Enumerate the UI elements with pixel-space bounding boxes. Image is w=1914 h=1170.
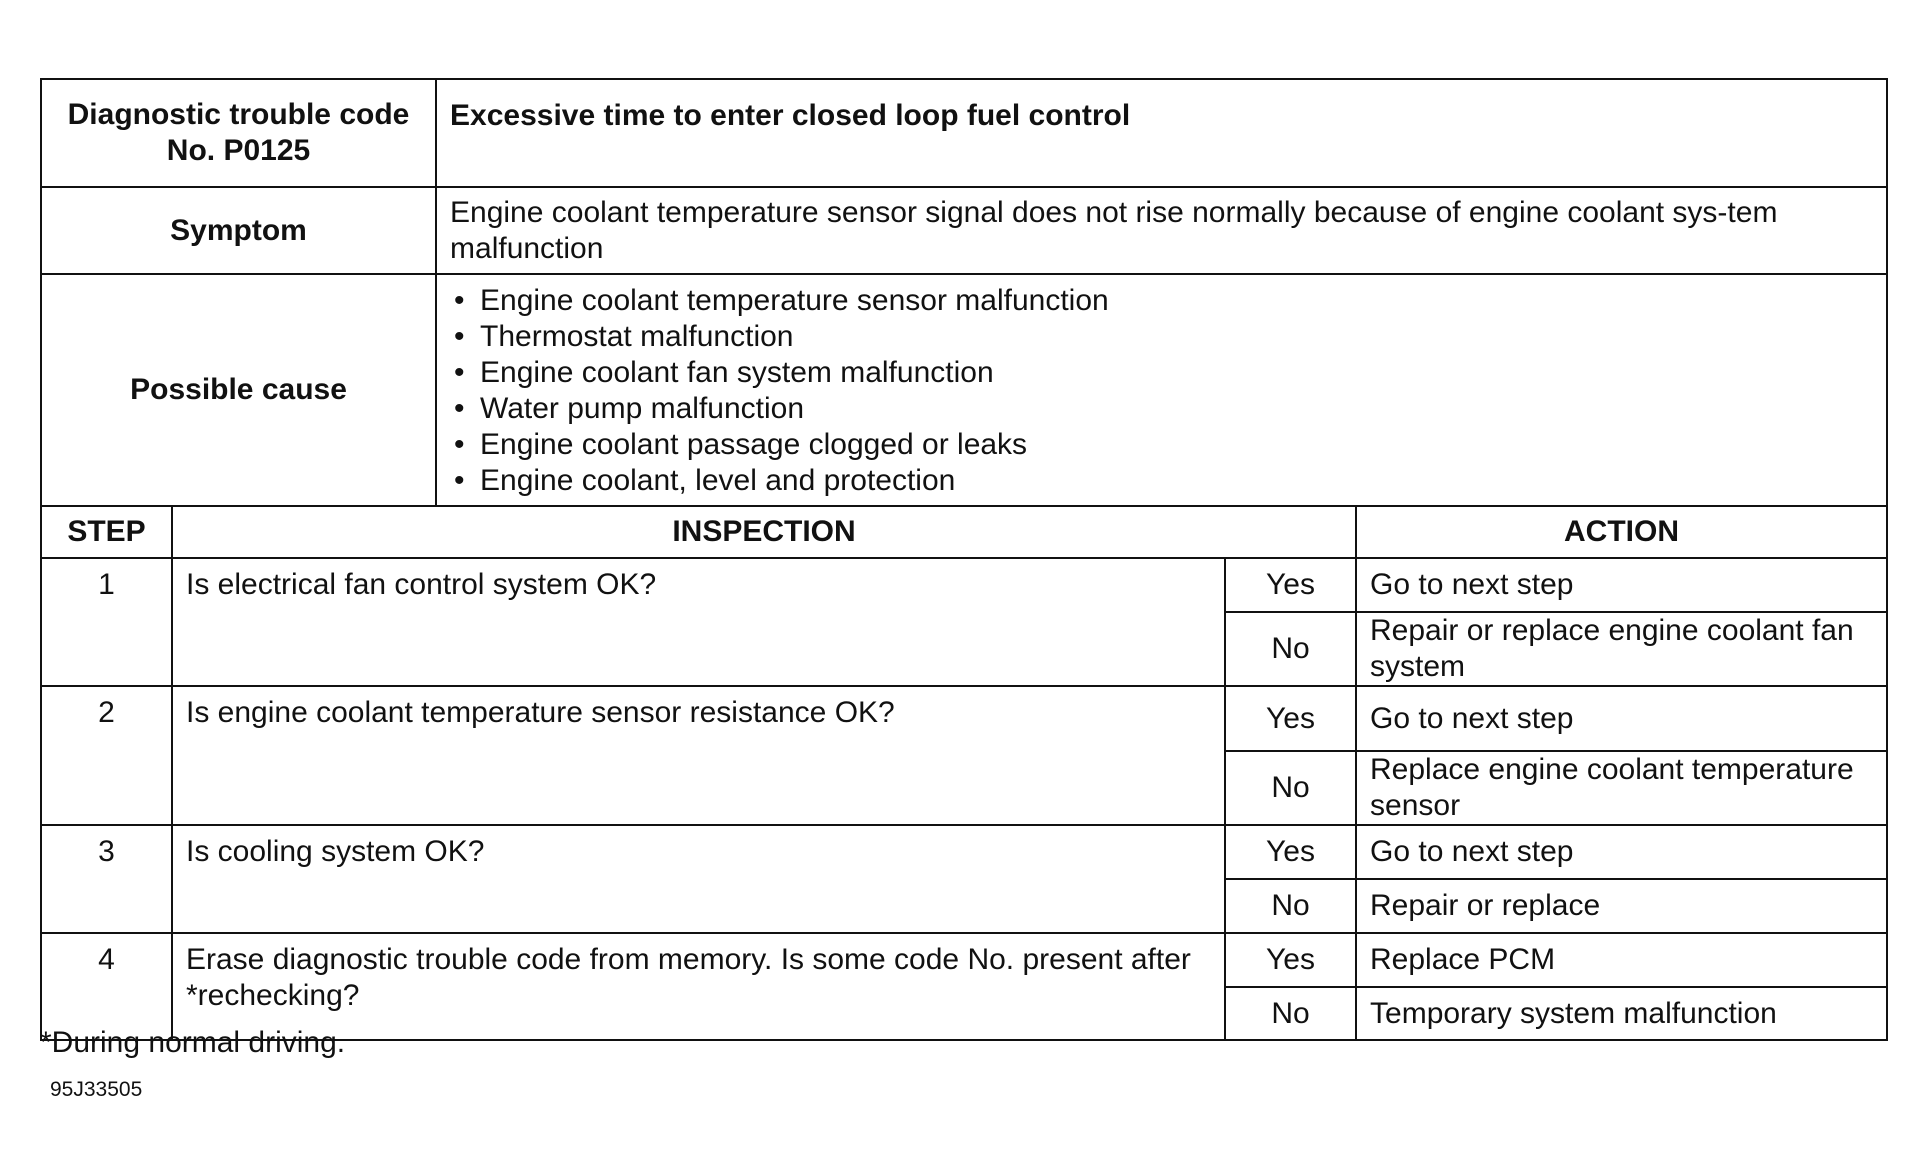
- figure-code: 95J33505: [50, 1078, 143, 1101]
- no-action: Repair or replace engine coolant fan system: [1356, 612, 1887, 686]
- cause-item: [450, 427, 1873, 463]
- dtc-title: Excessive time to enter closed loop fuel control: [436, 79, 1887, 187]
- bullet-icon: •: [454, 428, 465, 461]
- no-action: Replace engine coolant temperature sensor: [1356, 751, 1887, 825]
- cause-item: [450, 391, 1873, 427]
- no-label: No: [1225, 879, 1356, 933]
- bullet-icon: •: [454, 392, 465, 425]
- action-column-header: ACTION: [1356, 506, 1887, 558]
- no-label: No: [1225, 612, 1356, 686]
- possible-cause-label: Possible cause: [41, 274, 436, 506]
- cause-text: Engine coolant passage clogged or leaks: [480, 428, 1028, 461]
- bullet-icon: •: [454, 284, 465, 317]
- cause-text: Engine coolant, level and protection: [480, 464, 956, 497]
- yes-label: Yes: [1225, 825, 1356, 879]
- inspection-text: Is electrical fan control system OK?: [172, 558, 1225, 686]
- step-2-yes-row: [41, 686, 1887, 751]
- step-4-yes-row: [41, 933, 1887, 987]
- cause-item: [450, 283, 1873, 319]
- symptom-label: Symptom: [41, 187, 436, 274]
- yes-action: Go to next step: [1356, 558, 1887, 612]
- inspection-text: Is cooling system OK?: [172, 825, 1225, 933]
- no-label: No: [1225, 751, 1356, 825]
- inspection-text: Is engine coolant temperature sensor resistance OK?: [172, 686, 1225, 825]
- no-action: Repair or replace: [1356, 879, 1887, 933]
- inspection-text: Erase diagnostic trouble code from memory. Is some code No. present after *rechecking?: [172, 933, 1225, 1040]
- cause-text: Thermostat malfunction: [480, 320, 794, 353]
- bullet-icon: •: [454, 320, 465, 353]
- step-number: 3: [41, 825, 172, 933]
- cause-text: Engine coolant fan system malfunction: [480, 356, 994, 389]
- possible-cause-row: [41, 274, 1887, 506]
- step-number: 4: [41, 933, 172, 1040]
- cause-item: [450, 355, 1873, 391]
- step-number: 2: [41, 686, 172, 825]
- possible-cause-cell: [436, 274, 1887, 506]
- step-3-yes-row: [41, 825, 1887, 879]
- step-column-header: STEP: [41, 506, 172, 558]
- yes-label: Yes: [1225, 558, 1356, 612]
- yes-label: Yes: [1225, 686, 1356, 751]
- symptom-row: [41, 187, 1887, 274]
- footnote: *During normal driving.: [40, 1026, 346, 1059]
- possible-cause-list: [450, 283, 1873, 499]
- step-1-yes-row: [41, 558, 1887, 612]
- cause-item: [450, 319, 1873, 355]
- yes-action: Go to next step: [1356, 825, 1887, 879]
- yes-action: Replace PCM: [1356, 933, 1887, 987]
- yes-action: Go to next step: [1356, 686, 1887, 751]
- bullet-icon: •: [454, 356, 465, 389]
- dtc-code-label: Diagnostic trouble code No. P0125: [41, 79, 436, 187]
- dtc-header-row: [41, 79, 1887, 187]
- yes-label: Yes: [1225, 933, 1356, 987]
- inspection-column-header: INSPECTION: [172, 506, 1356, 558]
- no-label: No: [1225, 987, 1356, 1040]
- diagnostic-table: [40, 78, 1888, 1041]
- bullet-icon: •: [454, 464, 465, 497]
- diagnostic-table-container: [40, 78, 1886, 1041]
- cause-text: Engine coolant temperature sensor malfunction: [480, 284, 1109, 317]
- cause-text: Water pump malfunction: [480, 392, 805, 425]
- symptom-text: Engine coolant temperature sensor signal does not rise normally because of engine coolant sys-tem malfunction: [436, 187, 1887, 274]
- column-header-row: [41, 506, 1887, 558]
- cause-item: [450, 463, 1873, 499]
- step-number: 1: [41, 558, 172, 686]
- no-action: Temporary system malfunction: [1356, 987, 1887, 1040]
